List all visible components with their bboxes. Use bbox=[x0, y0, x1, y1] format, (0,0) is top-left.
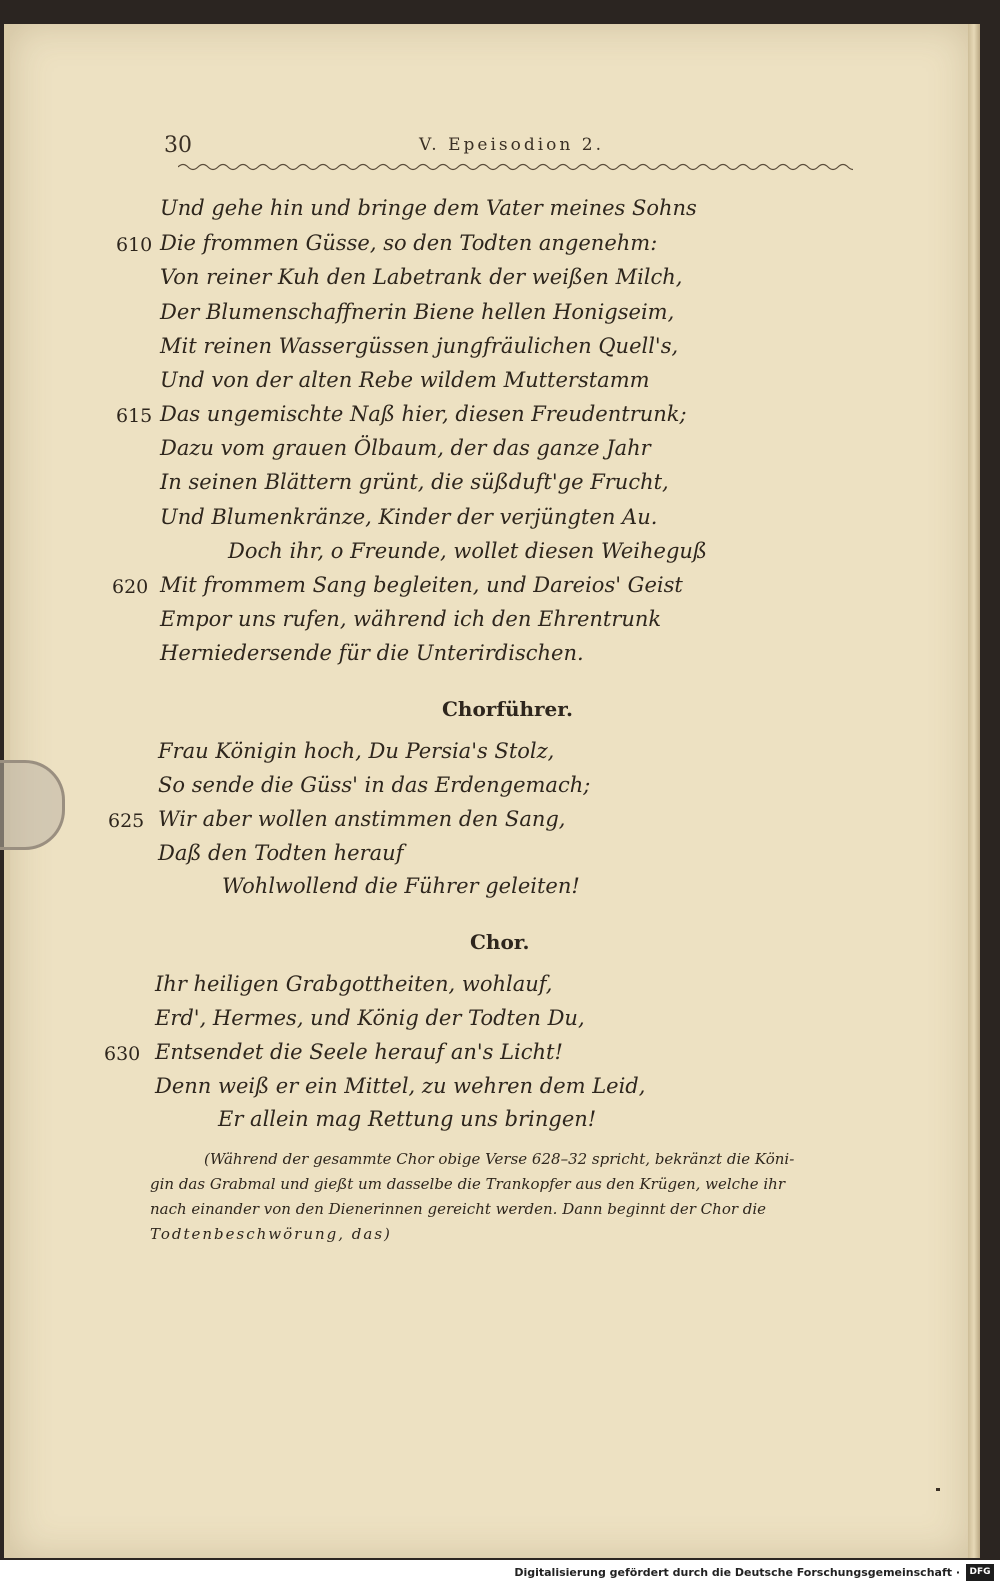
verse-line: Entsendet die Seele herauf an's Licht! bbox=[155, 1040, 563, 1064]
verse-line: Von reiner Kuh den Labetrank der weißen Milch, bbox=[160, 265, 683, 289]
verse-line: Doch ihr, o Freunde, wollet diesen Weiheguß bbox=[228, 539, 707, 563]
line-number: 610 bbox=[116, 234, 153, 256]
line-number: 630 bbox=[104, 1043, 141, 1065]
verse-line: Und von der alten Rebe wildem Mutterstamm bbox=[160, 368, 650, 392]
verse-line: Er allein mag Rettung uns bringen! bbox=[218, 1107, 597, 1131]
dfg-logo: DFG bbox=[966, 1564, 994, 1581]
verse-line: Daß den Todten herauf bbox=[158, 841, 404, 865]
page-edge-right bbox=[968, 24, 980, 1558]
running-head: V. Epeisodion 2. bbox=[419, 135, 604, 155]
stage-direction-line: gin das Grabmal und gießt um dasselbe die Trankopfer aus den Krügen, welche ihr bbox=[150, 1175, 786, 1193]
verse-line: Denn weiß er ein Mittel, zu wehren dem Leid, bbox=[155, 1074, 646, 1098]
paper-speck bbox=[936, 1488, 940, 1491]
verse-line: Das ungemischte Naß hier, diesen Freudentrunk; bbox=[160, 402, 687, 426]
funding-credit: Digitalisierung gefördert durch die Deutsche Forschungsgemeinschaft · bbox=[514, 1566, 960, 1579]
verse-line: Wir aber wollen anstimmen den Sang, bbox=[158, 807, 566, 831]
verse-line: Wohlwollend die Führer geleiten! bbox=[222, 874, 580, 898]
verse-line: Und gehe hin und bringe dem Vater meines Sohns bbox=[160, 196, 697, 220]
page-number: 30 bbox=[164, 133, 192, 158]
verse-line: Herniedersende für die Unterirdischen. bbox=[160, 641, 584, 665]
line-number: 625 bbox=[108, 810, 145, 832]
verse-line: Und Blumenkränze, Kinder der verjüngten Au. bbox=[160, 505, 658, 529]
line-number: 615 bbox=[116, 405, 153, 427]
verse-line: Empor uns rufen, während ich den Ehrentrunk bbox=[160, 607, 662, 631]
verse-line: Der Blumenschaffnerin Biene hellen Honigseim, bbox=[160, 300, 675, 324]
stage-direction-line: (Während der gesammte Chor obige Verse 628–32 spricht, bekränzt die Köni- bbox=[204, 1150, 795, 1168]
footer-bar bbox=[0, 1560, 1000, 1587]
verse-line: Erd', Hermes, und König der Todten Du, bbox=[155, 1006, 585, 1030]
verse-line: Dazu vom grauen Ölbaum, der das ganze Jahr bbox=[160, 436, 651, 460]
stage-direction-line: nach einander von den Dienerinnen gereicht werden. Dann beginnt der Chor die bbox=[150, 1200, 767, 1218]
verse-line: Frau Königin hoch, Du Persia's Stolz, bbox=[158, 739, 555, 763]
verse-line: Ihr heiligen Grabgottheiten, wohlauf, bbox=[155, 972, 553, 996]
header-wavy-rule bbox=[178, 161, 853, 173]
stage-direction-line: Todtenbeschwörung, das) bbox=[150, 1225, 392, 1243]
line-number: 620 bbox=[112, 576, 149, 598]
speaker-heading: Chorführer. bbox=[442, 697, 573, 721]
verse-line: So sende die Güss' in das Erdengemach; bbox=[158, 773, 591, 797]
verse-line: Die frommen Güsse, so den Todten angenehm: bbox=[160, 231, 658, 255]
verse-line: In seinen Blättern grünt, die süßduft'ge Frucht, bbox=[160, 470, 669, 494]
verse-line: Mit reinen Wassergüssen jungfräulichen Quell's, bbox=[160, 334, 679, 358]
verse-line: Mit frommem Sang begleiten, und Dareios' Geist bbox=[160, 573, 683, 597]
speaker-heading: Chor. bbox=[470, 930, 530, 954]
